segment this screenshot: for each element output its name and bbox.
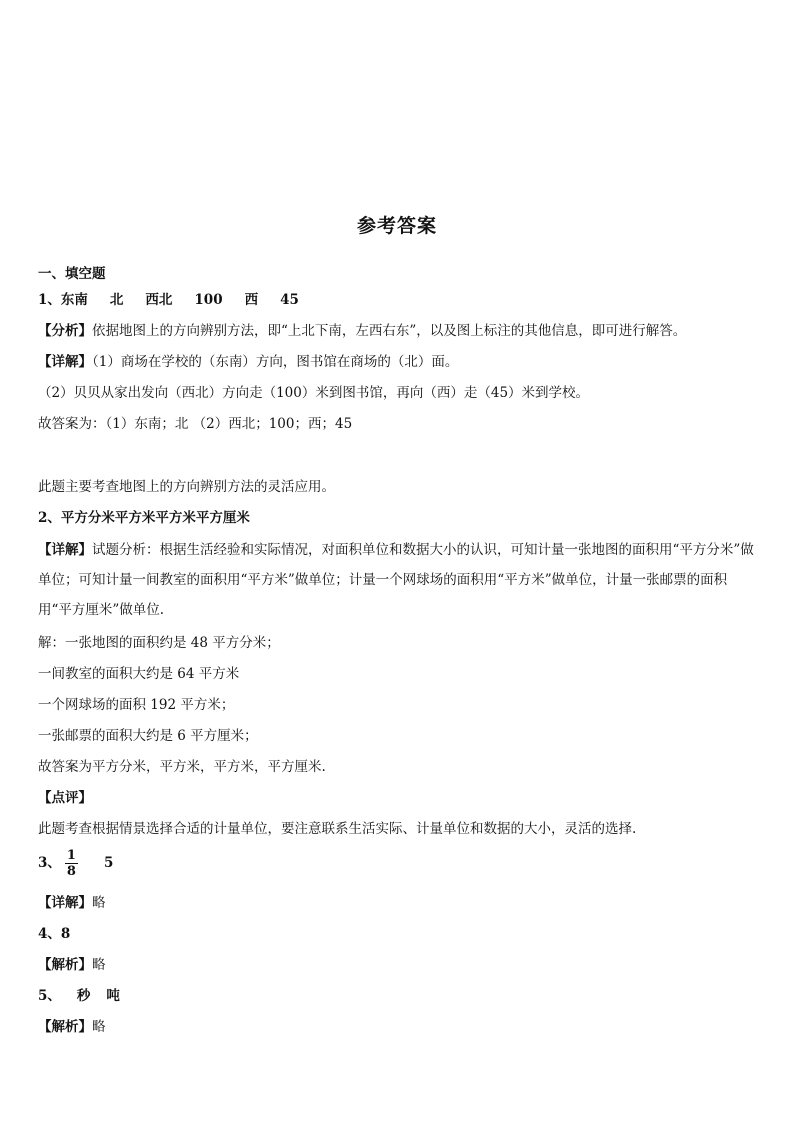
q4-analysis-text: 略 xyxy=(92,957,106,973)
q1-final-answer: 故答案为：（1）东南；北 （2）西北；100；西；45 xyxy=(38,416,353,432)
q2-comment: 此题考查根据情景选择合适的计量单位，要注意联系生活实际、计量单位和数据的大小，灵活的选择. xyxy=(38,821,637,837)
q3-answer-2: 5 xyxy=(103,855,114,871)
q1-detail-tag: 【详解】 xyxy=(38,354,92,370)
q5-answer-1: 秒 xyxy=(76,988,91,1004)
q2-answer-line xyxy=(38,508,250,528)
q3-detail-tag: 【详解】 xyxy=(38,895,92,911)
q3-detail xyxy=(38,893,106,913)
q5-answer-line xyxy=(38,986,120,1006)
q1-answer-1: 东南 xyxy=(60,292,88,308)
q3-detail-text: 略 xyxy=(92,895,106,911)
q1-summary: 此题主要考查地图上的方向辨别方法的灵活应用。 xyxy=(38,479,335,495)
q4-answer-line xyxy=(38,924,70,944)
q2-detail-text: 试题分析：根据生活经验和实际情况，对面积单位和数据大小的认识，可知计量一张地图的面积用“平方分米”做单位；可知计量一间教室的面积用“平方米”做单位；计量一个网球场的面积用“平方米”做单位，计量一张邮票的面积用“平方厘米”做单位. xyxy=(38,542,754,618)
q1-answer-line xyxy=(38,290,299,310)
q3-answer-line xyxy=(38,848,113,879)
q5-analysis-tag: 【解析】 xyxy=(38,1019,92,1035)
page-title: 参考答案 xyxy=(356,215,437,237)
q2-solution-3: 一个网球场的面积 192 平方米； xyxy=(38,697,235,713)
q5-number: 5、 xyxy=(38,988,61,1004)
q3-fraction xyxy=(65,848,78,879)
q2-number: 2、 xyxy=(38,510,61,526)
q4-analysis-tag: 【解析】 xyxy=(38,957,92,973)
q2-detail-tag: 【详解】 xyxy=(38,542,92,558)
q1-answer-5: 西 xyxy=(244,292,259,308)
q3-fraction-denominator: 8 xyxy=(66,864,76,879)
q1-answer-4: 100 xyxy=(194,292,223,308)
q2-solution-2: 一间教室的面积大约是 64 平方米 xyxy=(38,666,240,682)
q4-answer: 8 xyxy=(60,926,71,942)
q1-detail-1-text: （1）商场在学校的（东南）方向，图书馆在商场的（北）面。 xyxy=(92,354,459,370)
q2-final-answer: 故答案为平方分米，平方米，平方米，平方厘米. xyxy=(38,759,326,775)
q1-answer-3: 西北 xyxy=(145,292,173,308)
section-heading-fill-blanks: 一、填空题 xyxy=(38,266,106,282)
q3-fraction-numerator: 1 xyxy=(66,848,76,863)
q1-analysis-text: 依据地图上的方向辨别方法，即“上北下南，左西右东”，以及图上标注的其他信息，即可进行解答。 xyxy=(92,323,687,339)
q2-solution-4: 一张邮票的面积大约是 6 平方厘米； xyxy=(38,728,258,744)
q2-detail xyxy=(38,535,758,625)
q2-answer: 平方分米平方米平方米平方厘米 xyxy=(60,510,250,526)
q1-detail-2: （2）贝贝从家出发向（西北）方向走（100）米到图书馆，再向（西）走（45）米到学校。 xyxy=(38,385,590,401)
q1-analysis-tag: 【分析】 xyxy=(38,323,92,339)
q4-analysis xyxy=(38,955,106,975)
q2-comment-tag: 【点评】 xyxy=(38,790,92,806)
q1-answer-2: 北 xyxy=(109,292,124,308)
q5-analysis xyxy=(38,1017,106,1037)
q5-answer-2: 吨 xyxy=(106,988,120,1004)
q5-analysis-text: 略 xyxy=(92,1019,106,1035)
q4-number: 4、 xyxy=(38,926,61,942)
q1-number: 1、 xyxy=(38,292,61,308)
q3-number: 3、 xyxy=(38,855,61,871)
q2-solution-1: 解：一张地图的面积约是 48 平方分米； xyxy=(38,635,280,651)
q1-analysis xyxy=(38,321,686,341)
q1-answer-6: 45 xyxy=(280,292,299,308)
q1-detail-1 xyxy=(38,352,458,372)
